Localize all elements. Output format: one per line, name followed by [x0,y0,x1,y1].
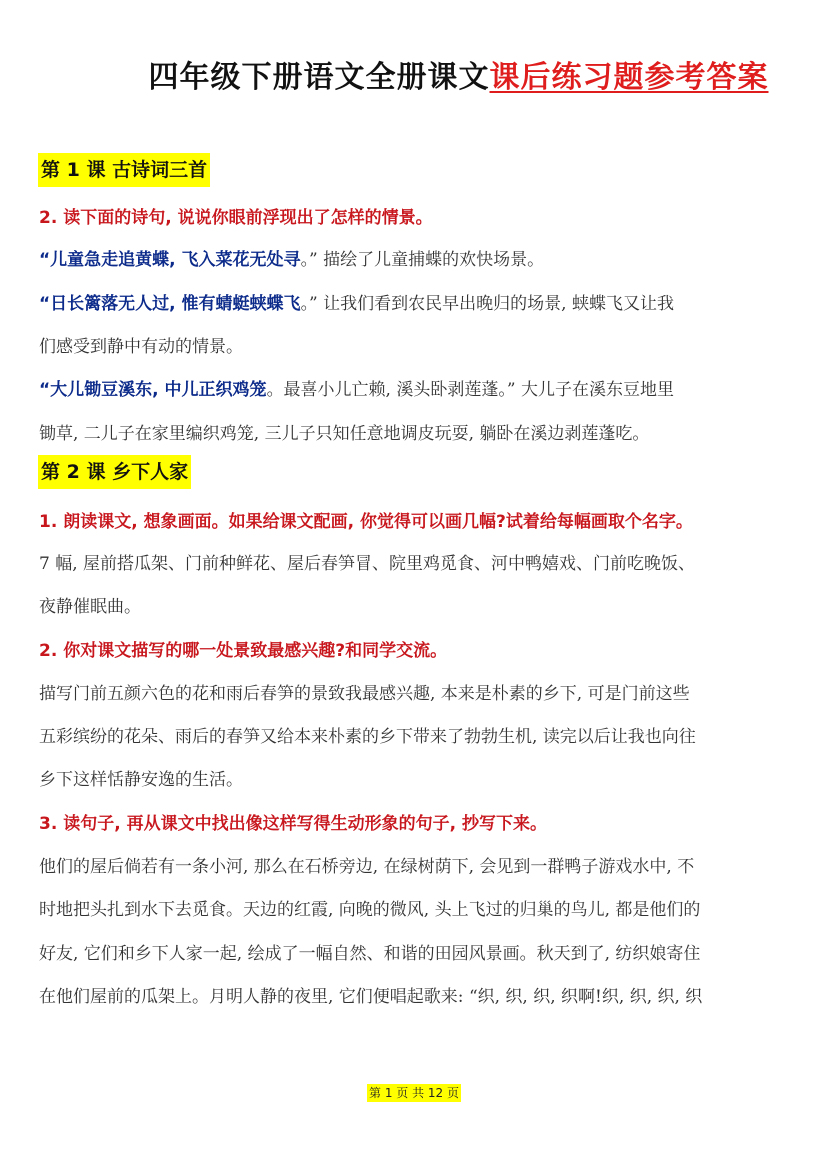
title-red: 课后练习题参考答案 [489,60,769,95]
answer-text: 。” 描绘了儿童捕蝶的欢快场景。 [300,250,545,270]
page-number-footer: 第 1 页 共 12 页 [369,1086,459,1100]
lesson-1-answer-3 [39,375,674,400]
title-black: 四年级下册语文全册课文 [148,60,490,95]
lesson-1-answer-2 [39,289,674,314]
answer-text: 。最喜小儿亡赖, 溪头卧剥莲蓬。” 大儿子在溪东豆地里 [266,380,674,400]
lesson-2-question-1: 1. 朗读课文, 想象画面。如果给课文配画, 你觉得可以画几幅?试着给每幅画取个名字。 [39,512,693,532]
poem-quote: “大儿锄豆溪东, 中儿正织鸡笼 [39,380,267,400]
lesson-1-answer-2-cont: 们感受到静中有动的情景。 [39,337,243,357]
page-title [149,52,769,96]
lesson-1-heading: 第 1 课 古诗词三首 [38,153,210,187]
lesson-1-answer-1 [39,245,544,270]
lesson-2-answer-2: 描写门前五颜六色的花和雨后春笋的景致我最感兴趣, 本来是朴素的乡下, 可是门前这些 [39,684,690,704]
lesson-2-answer-3: 他们的屋后倘若有一条小河, 那么在石桥旁边, 在绿树荫下, 会见到一群鸭子游戏水中, 不 [39,857,695,877]
lesson-2-heading: 第 2 课 乡下人家 [38,455,191,489]
lesson-2-answer-2-cont: 五彩缤纷的花朵、雨后的春笋又给本来朴素的乡下带来了勃勃生机, 读完以后让我也向往 [39,727,696,747]
poem-quote: “儿童急走追黄蝶, 飞入菜花无处寻 [39,250,301,270]
answer-text: 。” 让我们看到农民早出晚归的场景, 蛱蝶飞又让我 [300,294,674,314]
lesson-1-question-2: 2. 读下面的诗句, 说说你眼前浮现出了怎样的情景。 [39,208,433,228]
lesson-2-answer-3-cont: 时地把头扎到水下去觅食。天边的红霞, 向晚的微风, 头上飞过的归巢的鸟儿, 都是他们的 [39,900,701,920]
lesson-2-answer-3-cont: 好友, 它们和乡下人家一起, 绘成了一幅自然、和谐的田园风景画。秋天到了, 纺织娘寄住 [39,944,701,964]
lesson-2-answer-2-cont: 乡下这样恬静安逸的生活。 [39,770,243,790]
lesson-2-answer-1-cont: 夜静催眠曲。 [39,597,141,617]
lesson-2-answer-1: 7 幅, 屋前搭瓜架、门前种鲜花、屋后春笋冒、院里鸡觅食、河中鸭嬉戏、门前吃晚饭、 [39,554,696,574]
poem-quote: “日长篱落无人过, 惟有蜻蜓蛱蝶飞 [39,294,301,314]
lesson-2-question-3: 3. 读句子, 再从课文中找出像这样写得生动形象的句子, 抄写下来。 [39,814,547,834]
lesson-2-answer-3-cont: 在他们屋前的瓜架上。月明人静的夜里, 它们便唱起歌来: “织, 织, 织, 织啊!织, 织, 织, 织 [39,987,703,1007]
lesson-2-question-2: 2. 你对课文描写的哪一处景致最感兴趣?和同学交流。 [39,641,448,661]
lesson-1-answer-3-cont: 锄草, 二儿子在家里编织鸡笼, 三儿子只知任意地调皮玩耍, 躺卧在溪边剥莲蓬吃。 [39,424,650,444]
